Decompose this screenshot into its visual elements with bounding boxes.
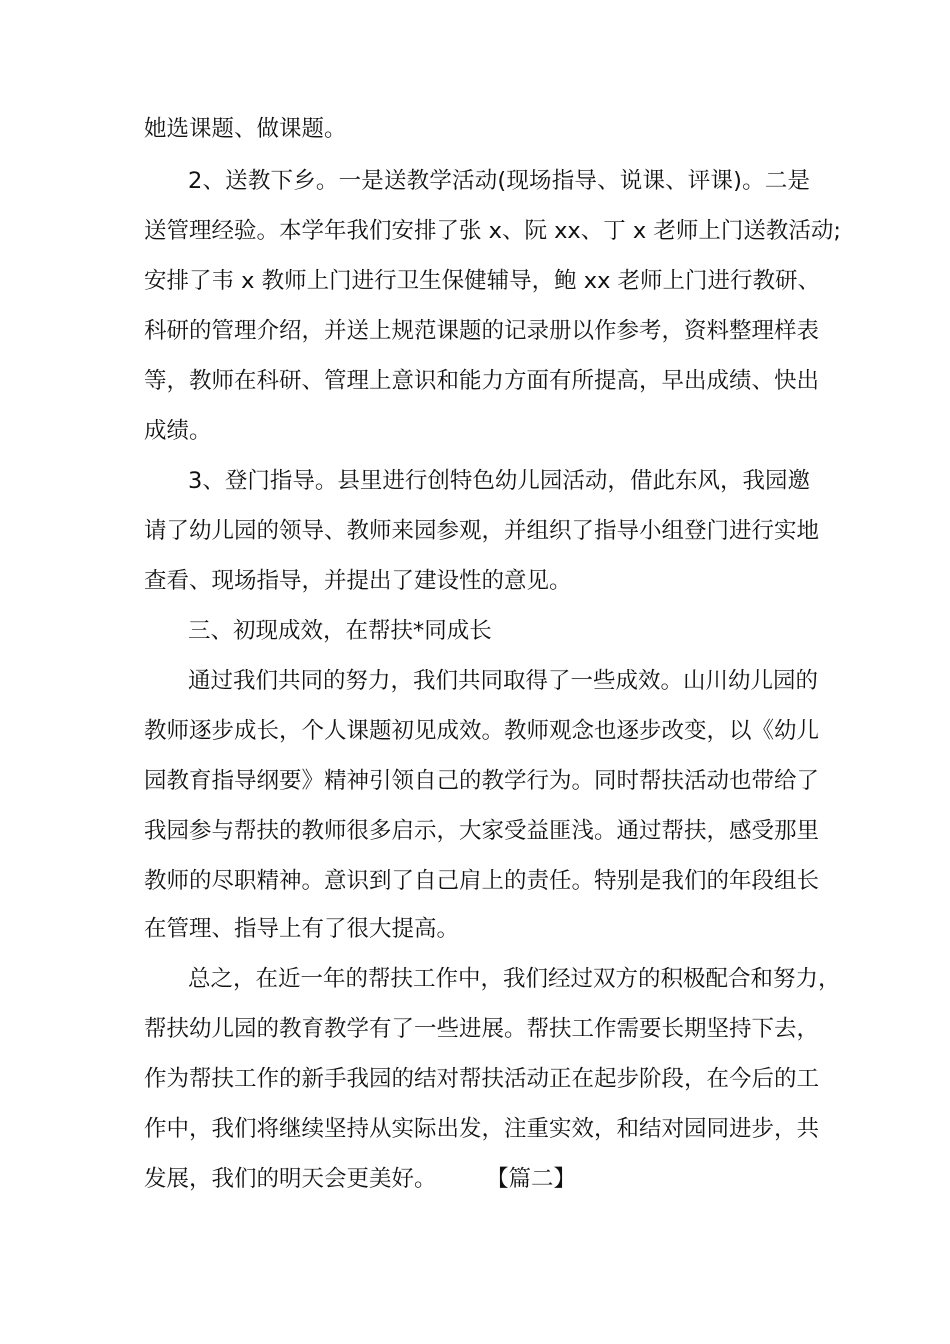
section-heading: 三、初现成效，在帮扶*同成长 xyxy=(188,618,492,644)
text-line: 请了幼儿园的领导、教师来园参观，并组织了指导小组登门进行实地 xyxy=(144,518,820,544)
text-line: 送管理经验。本学年我们安排了张 x、阮 xx、丁 x 老师上门送教活动; xyxy=(144,218,841,244)
text-line: 她选课题、做课题。 xyxy=(144,116,347,142)
text-line: 科研的管理介绍，并送上规范课题的记录册以作参考，资料整理样表 xyxy=(144,318,820,344)
text-line: 作中，我们将继续坚持从实际出发，注重实效，和结对园同进步，共 xyxy=(144,1116,820,1142)
text-line: 在管理、指导上有了很大提高。 xyxy=(144,916,460,942)
text-line: 安排了韦 x 教师上门进行卫生保健辅导，鲍 xx 老师上门进行教研、 xyxy=(144,268,821,294)
text-line: 园教育指导纲要》精神引领自己的教学行为。同时帮扶活动也带给了 xyxy=(144,768,820,794)
text-line: 成绩。 xyxy=(144,418,212,444)
text-line: 教师的尽职精神。意识到了自己肩上的责任。特别是我们的年段组长 xyxy=(144,868,820,894)
text-line: 帮扶幼儿园的教育教学有了一些进展。帮扶工作需要长期坚持下去， xyxy=(144,1016,820,1042)
text-line: 发展，我们的明天会更美好。 xyxy=(144,1166,437,1192)
section-tag: 【篇二】 xyxy=(486,1166,577,1192)
paragraph-first-line: 2、送教下乡。一是送教学活动(现场指导、说课、评课)。二是 xyxy=(188,168,810,194)
text-line: 等，教师在科研、管理上意识和能力方面有所提高，早出成绩、快出 xyxy=(144,368,820,394)
text-line: 教师逐步成长，个人课题初见成效。教师观念也逐步改变，以《幼儿 xyxy=(144,718,820,744)
text-line: 我园参与帮扶的教师很多启示，大家受益匪浅。通过帮扶，感受那里 xyxy=(144,818,820,844)
text-line: 作为帮扶工作的新手我园的结对帮扶活动正在起步阶段，在今后的工 xyxy=(144,1066,820,1092)
paragraph-first-line: 3、登门指导。县里进行创特色幼儿园活动，借此东风，我园邀 xyxy=(188,468,810,494)
text-line: 查看、现场指导，并提出了建设性的意见。 xyxy=(144,568,572,594)
paragraph-first-line: 总之，在近一年的帮扶工作中，我们经过双方的积极配合和努力， xyxy=(188,966,841,992)
paragraph-first-line: 通过我们共同的努力，我们共同取得了一些成效。山川幼儿园的 xyxy=(188,668,819,694)
